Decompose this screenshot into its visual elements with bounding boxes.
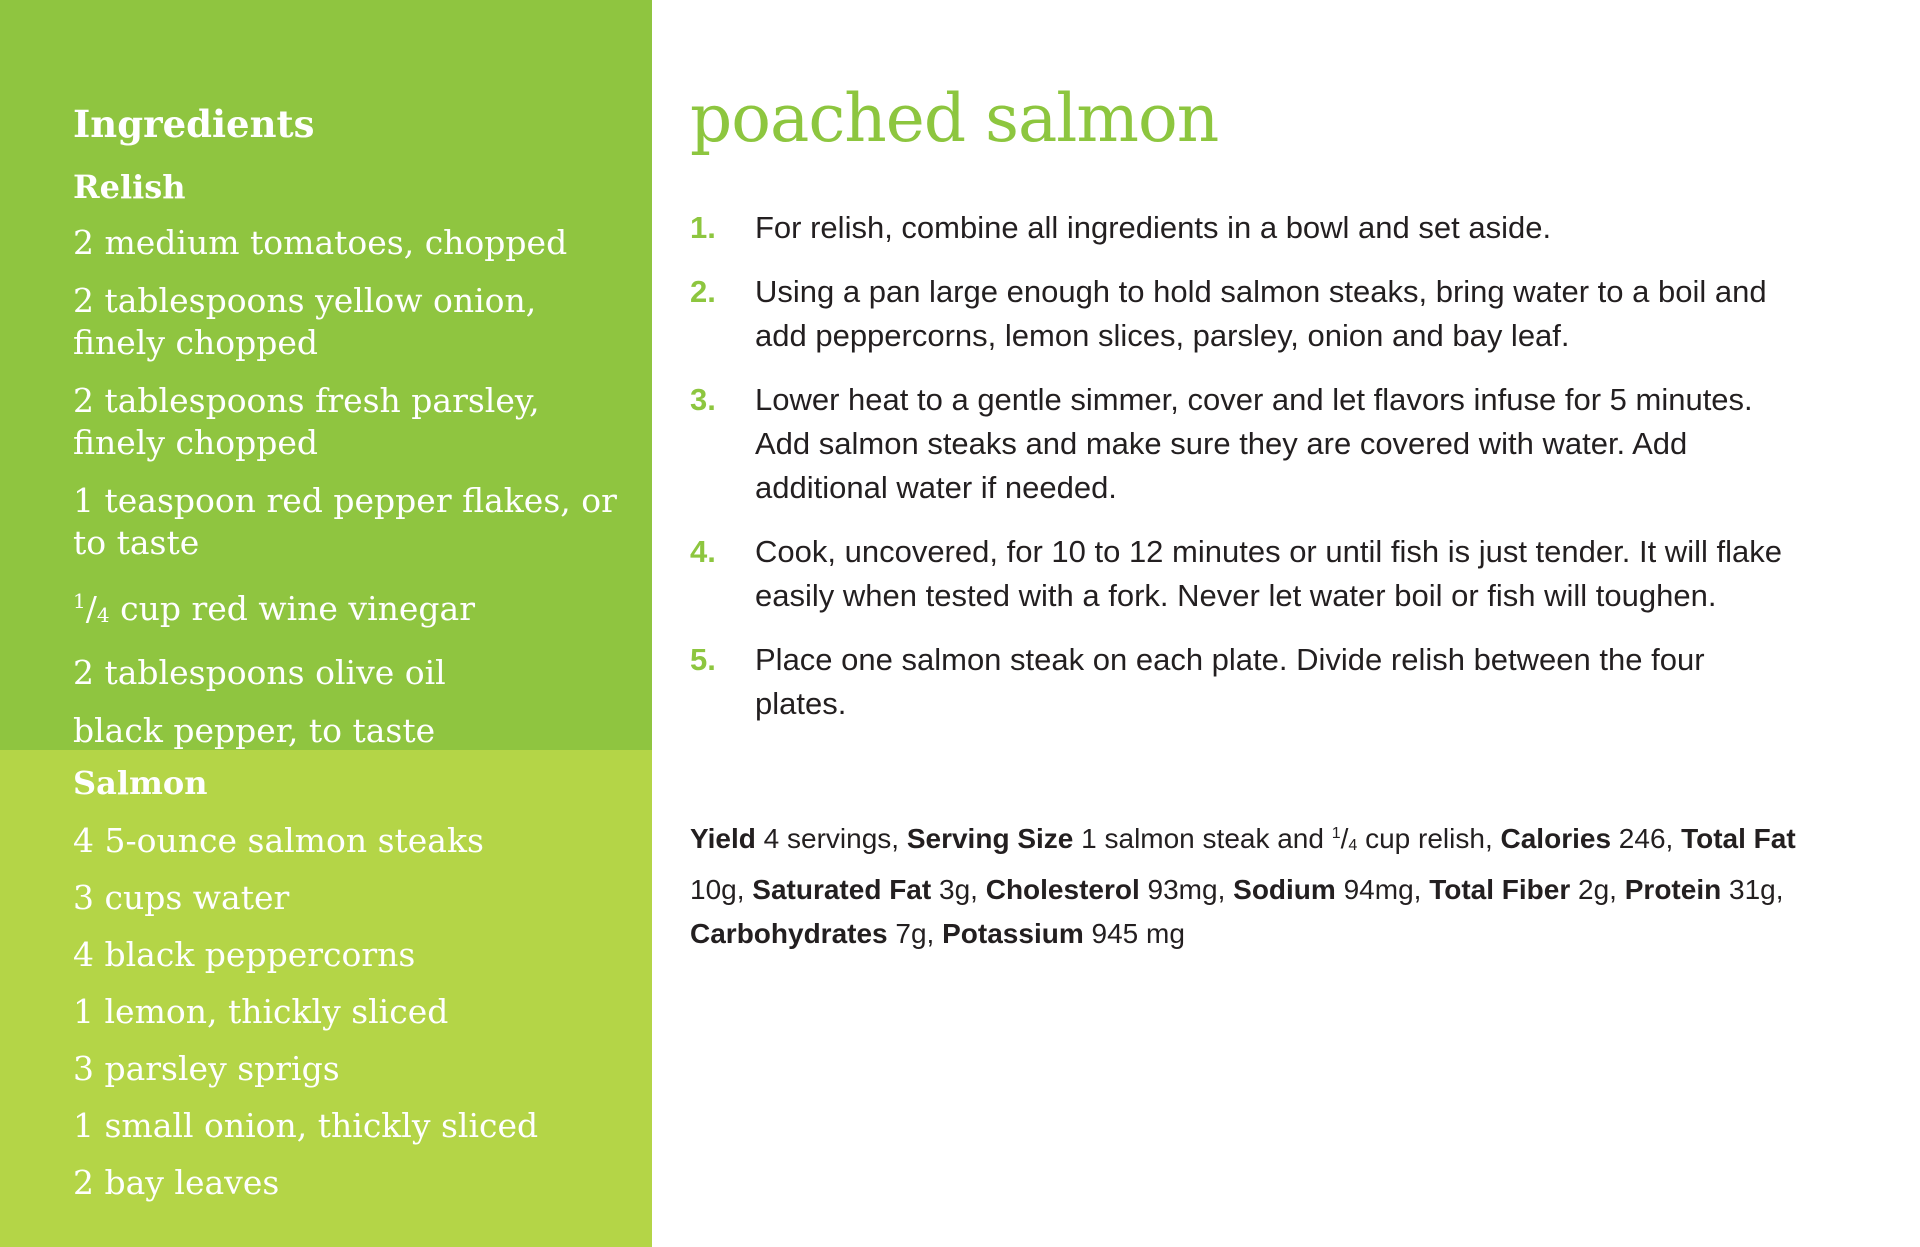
- step-number: 3.: [690, 382, 716, 417]
- ingredient-item: 1 teaspoon red pepper flakes, or to taste: [73, 481, 617, 562]
- recipe-title: poached salmon: [690, 80, 1219, 157]
- yield-value: 4 servings,: [763, 823, 900, 854]
- serving-size-unit: cup relish,: [1365, 823, 1493, 854]
- ingredient-item: 2 medium tomatoes, chopped: [73, 223, 568, 262]
- total-fat-value: 10g,: [690, 874, 745, 905]
- fraction-denominator: 4: [1348, 837, 1358, 854]
- relish-heading: Relish: [73, 168, 186, 206]
- ingredient-item: 2 tablespoons yellow onion, finely chopped: [73, 281, 537, 362]
- step-item: [690, 378, 1790, 510]
- fraction-numerator: 1: [1331, 825, 1341, 842]
- relish-panel: [0, 0, 652, 750]
- saturated-fat-label: Saturated Fat: [752, 874, 932, 905]
- total-fiber-value: 2g,: [1578, 874, 1617, 905]
- step-text: Cook, uncovered, for 10 to 12 minutes or until fish is just tender. It will flake easily when tested with a fork. Never let water boil or fish will toughen.: [755, 534, 1782, 613]
- step-item: [690, 206, 1790, 250]
- ingredient-item: 3 cups water: [73, 878, 290, 917]
- ingredient-item-vinegar: [73, 580, 633, 636]
- sodium-label: Sodium: [1233, 874, 1336, 905]
- steps-list: [690, 206, 1790, 746]
- calories-label: Calories: [1500, 823, 1612, 854]
- saturated-fat-value: 3g,: [939, 874, 978, 905]
- step-text: Using a pan large enough to hold salmon steaks, bring water to a boil and add peppercorns, lemon slices, parsley, onion and bay leaf.: [755, 274, 1767, 353]
- step-text: Lower heat to a gentle simmer, cover and let flavors infuse for 5 minutes. Add salmon steaks and make sure they are covered with water. Add additional water if needed.: [755, 382, 1753, 505]
- carbohydrates-label: Carbohydrates: [690, 918, 888, 949]
- step-number: 1.: [690, 210, 716, 245]
- step-number: 2.: [690, 274, 716, 309]
- step-item: [690, 530, 1790, 618]
- ingredient-text: cup red wine vinegar: [120, 589, 475, 628]
- fraction: $^1/_4$: [73, 589, 110, 628]
- fraction-numerator: 1: [73, 589, 86, 613]
- ingredient-item: 4 5-ounce salmon steaks: [73, 821, 484, 860]
- cholesterol-value: 93mg,: [1147, 874, 1226, 905]
- relish-ingredient-list: [73, 222, 633, 768]
- nutrition-facts: [690, 812, 1810, 956]
- protein-label: Protein: [1624, 874, 1722, 905]
- serving-size-label: Serving Size: [906, 823, 1074, 854]
- fraction-denominator: 4: [96, 603, 110, 627]
- ingredients-heading: Ingredients: [73, 102, 315, 146]
- serving-fraction: $^1/_4$: [1331, 823, 1358, 854]
- ingredient-item: 1 small onion, thickly sliced: [73, 1106, 539, 1145]
- ingredient-item: 2 bay leaves: [73, 1163, 280, 1202]
- step-number: 5.: [690, 642, 716, 677]
- potassium-label: Potassium: [942, 918, 1084, 949]
- sodium-value: 94mg,: [1343, 874, 1422, 905]
- step-text: For relish, combine all ingredients in a bowl and set aside.: [755, 210, 1552, 245]
- cholesterol-label: Cholesterol: [985, 874, 1140, 905]
- carbohydrates-value: 7g,: [895, 918, 935, 949]
- protein-value: 31g,: [1729, 874, 1784, 905]
- step-number: 4.: [690, 534, 716, 569]
- step-text: Place one salmon steak on each plate. Divide relish between the four plates.: [755, 642, 1705, 721]
- ingredient-item: 2 tablespoons fresh parsley, finely chopped: [73, 381, 540, 462]
- ingredient-item: 1 lemon, thickly sliced: [73, 992, 449, 1031]
- ingredient-item: 4 black peppercorns: [73, 935, 416, 974]
- recipe-main: [690, 0, 1890, 1247]
- yield-label: Yield: [690, 823, 756, 854]
- ingredient-item: 3 parsley sprigs: [73, 1049, 340, 1088]
- step-item: [690, 270, 1790, 358]
- ingredient-item: black pepper, to taste: [73, 711, 436, 750]
- ingredients-sidebar: [0, 0, 652, 1247]
- step-item: [690, 638, 1790, 726]
- salmon-heading: Salmon: [73, 764, 208, 802]
- potassium-value: 945 mg: [1091, 918, 1185, 949]
- total-fat-label: Total Fat: [1681, 823, 1796, 854]
- ingredient-item: 2 tablespoons olive oil: [73, 653, 446, 692]
- serving-size-value: 1 salmon steak and: [1081, 823, 1324, 854]
- salmon-ingredient-list: [73, 820, 633, 1219]
- total-fiber-label: Total Fiber: [1429, 874, 1571, 905]
- calories-value: 246,: [1618, 823, 1674, 854]
